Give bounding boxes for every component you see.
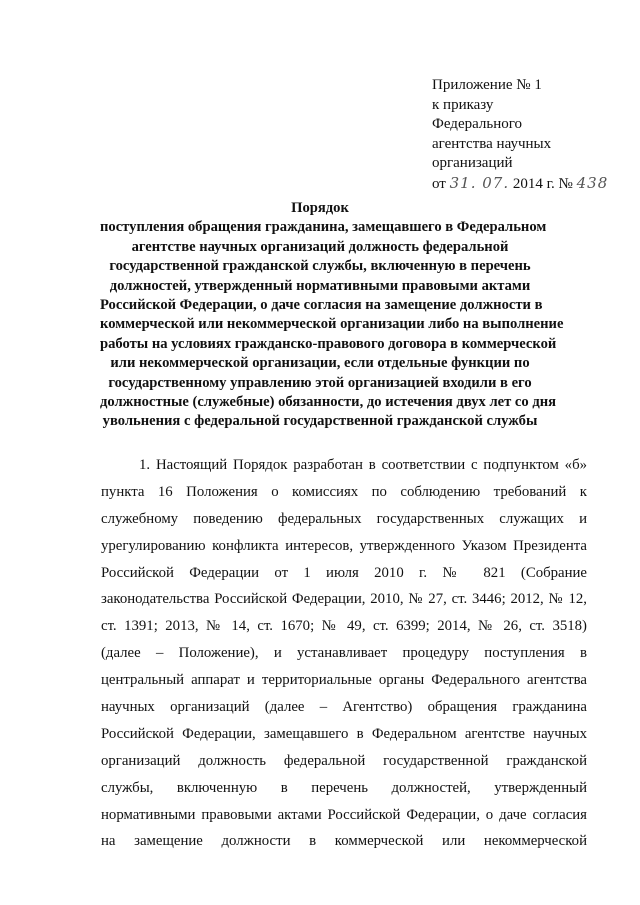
body-line: Российской Федерации, замещавшего в Федеральном агентстве научных — [101, 725, 587, 742]
title-line: государственной гражданской службы, включенную в перечень — [109, 258, 531, 275]
appendix-block — [432, 76, 632, 194]
date-year: 2014 г. № — [512, 175, 573, 192]
appendix-order-ref: к приказу — [432, 96, 494, 113]
body-line: законодательства Российской Федерации, 2010, № 27, ст. 3446; 2012, № 12, — [101, 591, 587, 608]
date-prefix: от — [432, 175, 446, 192]
document-title — [100, 199, 564, 432]
appendix-number: Приложение № 1 — [432, 77, 542, 93]
body-line: центральный аппарат и территориальные органы Федерального агентства — [101, 672, 587, 689]
body-line: нормативными правовыми актами Российской Федерации, о даче согласия — [101, 806, 587, 823]
body-paragraph — [101, 452, 587, 855]
appendix-agency-line-3: организаций — [432, 155, 513, 171]
title-line: или некоммерческой организации, если отдельные функции по — [110, 355, 530, 372]
appendix-agency-line-1: Федерального — [432, 116, 523, 132]
body-line: организаций должность федеральной государственной гражданской — [101, 752, 587, 769]
title-line: увольнения с федеральной государственной гражданской службы — [102, 413, 538, 430]
title-line: работы на условиях гражданско-правового договора в коммерческой — [100, 335, 557, 352]
body-line: 1. Настоящий Порядок разработан в соответствии с подпунктом «б» — [139, 457, 587, 473]
body-line: пункта 16 Положения о комиссиях по соблюдению требований к — [101, 483, 587, 500]
body-line: на замещение должности в коммерческой или некоммерческой — [101, 833, 587, 850]
body-line: службы, включенную в перечень должностей, утвержденный — [101, 779, 587, 796]
appendix-date-line — [432, 174, 632, 195]
handwritten-date: 31. 07. — [449, 173, 510, 192]
title-line: коммерческой или некоммерческой организации либо на выполнение — [100, 316, 564, 333]
body-line: (далее – Положение), и устанавливает процедуру поступления в — [101, 645, 587, 662]
body-line: научных организаций (далее – Агентство) обращения гражданина — [101, 699, 587, 716]
title-line: должностные (служебные) обязанности, до истечения двух лет со дня — [100, 394, 557, 411]
title-line: государственному управлению этой организацией входили в его — [108, 374, 532, 391]
title-heading: Порядок — [291, 200, 349, 216]
body-line: ст. 1391; 2013, № 14, ст. 1670; № 49, ст. 6399; 2014, № 26, ст. 3518) — [101, 618, 587, 635]
title-line: агентстве научных организаций должность федеральной — [131, 238, 509, 255]
title-line: Российской Федерации, о даче согласия на замещение должности в — [100, 297, 543, 314]
body-line: урегулированию конфликта интересов, утвержденного Указом Президента — [101, 537, 587, 554]
title-line: поступления обращения гражданина, замещавшего в Федеральном — [100, 219, 547, 236]
title-line: должностей, утвержденный нормативными правовыми актами — [109, 277, 531, 294]
body-line: служебному поведению федеральных государственных служащих и — [101, 510, 587, 527]
handwritten-order-number: 438 — [576, 173, 609, 192]
body-line: Российской Федерации от 1 июля 2010 г. № 821 (Собрание — [101, 564, 587, 581]
appendix-agency-line-2: агентства научных — [432, 135, 552, 152]
